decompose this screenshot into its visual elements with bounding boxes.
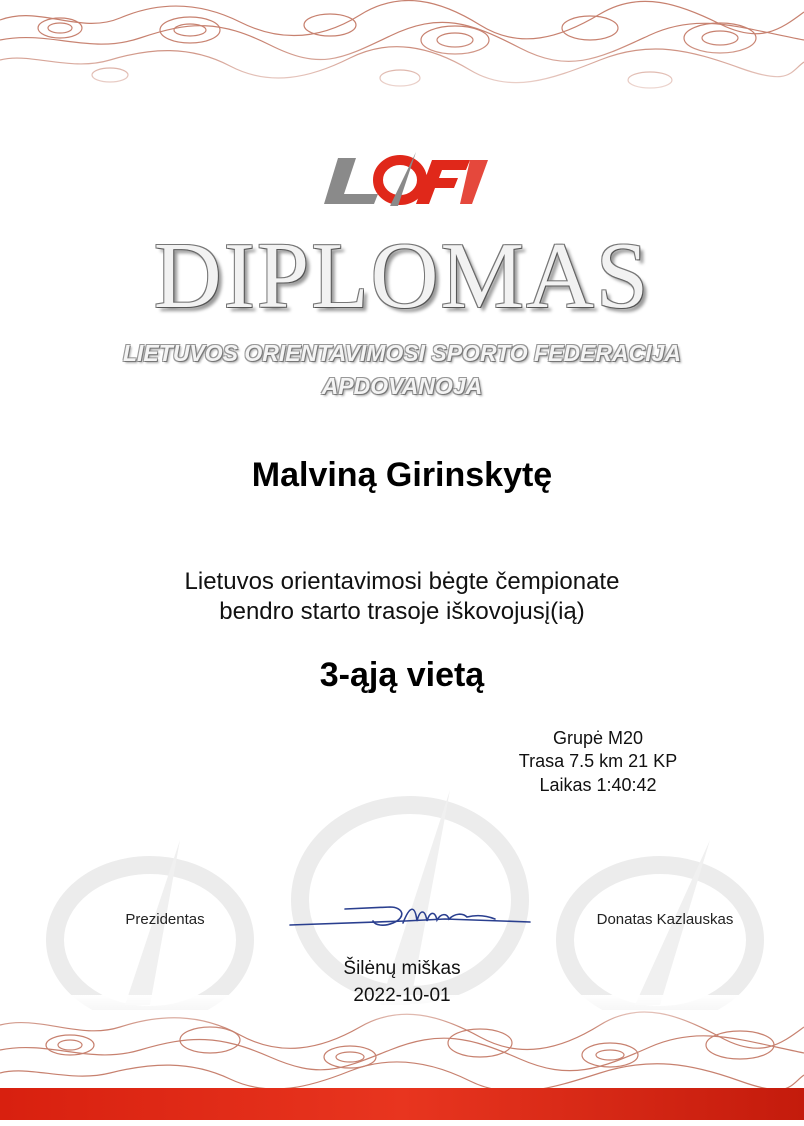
time-detail: Laikas 1:40:42 (539, 775, 657, 795)
description-line-1: Lietuvos orientavimosi bėgte čempionate (184, 568, 620, 595)
signature (285, 895, 535, 935)
course-detail: Trasa 7.5 km 21 KP (518, 751, 678, 771)
awards-label: APDOVANOJA (321, 373, 483, 399)
signatory-role: Prezidentas (125, 911, 205, 928)
event-location: Šilėnų miškas (343, 958, 461, 979)
event-date: 2022-10-01 (353, 985, 451, 1006)
recipient-name: Malviną Girinskytę (251, 456, 553, 494)
group-detail: Grupė M20 (552, 728, 644, 748)
topographic-pattern-top (0, 0, 804, 110)
losf-logo (320, 150, 490, 206)
description-line-2: bendro starto trasoje iškovojusį(ią) (219, 598, 585, 625)
bottom-red-bar (0, 1088, 804, 1120)
place-awarded: 3-ąją vietą (319, 656, 485, 694)
federation-name: LIETUVOS ORIENTAVIMOSI SPORTO FEDERACIJA (122, 340, 682, 366)
signatory-name: Donatas Kazlauskas (596, 911, 734, 928)
topographic-pattern-bottom (0, 995, 804, 1090)
diploma-title: DIPLOMAS (153, 224, 651, 328)
